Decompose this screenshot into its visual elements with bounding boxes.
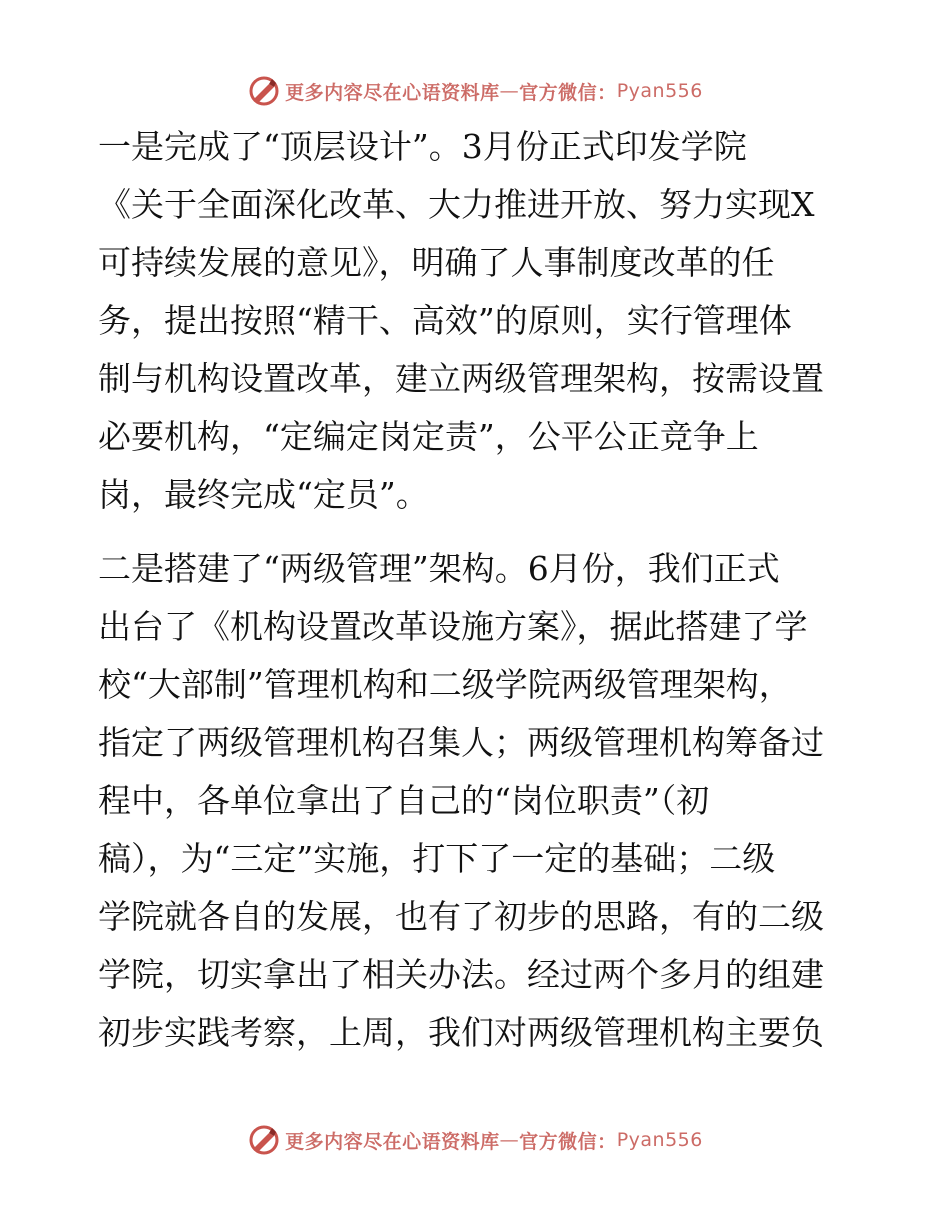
paragraph-2: 二是搭建了“两级管理”架构。6月份，我们正式 出台了《机构设置改革设施方案》，据此搭建了学 校“大部制”管理机构和二级学院两级管理架构， 指定了两级管理机构召集人；两级管理机构筹备过 程中，各单位拿出了自己的“岗位职责”（初 稿），为“三定”实施，打下了一定的基础；二级 学院就各自的发展，也有了初步的思路，有的二级 学院，切实拿出了相关办法。经过两个多月的组建 初步实践考察，上周，我们对两级管理机构主要负 (98, 549, 824, 1052)
watermark-header (0, 71, 950, 111)
pen-circle-logo-icon (247, 74, 281, 108)
watermark-brand: 更多内容尽在心语资料库 (285, 1130, 500, 1153)
watermark-wechat-id: Pyan556 (616, 80, 703, 102)
watermark-separator: — (499, 80, 520, 102)
watermark-wechat-id: Pyan556 (616, 1129, 703, 1151)
watermark-separator: — (499, 1129, 520, 1151)
watermark-wechat-label: 官方微信： (519, 1130, 617, 1153)
watermark-brand: 更多内容尽在心语资料库 (285, 81, 500, 104)
watermark-footer (0, 1120, 950, 1160)
paragraph-1: 一是完成了“顶层设计”。3月份正式印发学院 《关于全面深化改革、大力推进开放、努力实现X 可持续发展的意见》，明确了人事制度改革的任 务，提出按照“精干、高效”的原则，实行管理体 制与机构设置改革，建立两级管理架构，按需设置 必要机构，“定编定岗定责”，公平公正竞争上 岗，最终完成“定员”。 (98, 127, 824, 514)
pen-circle-logo-icon (247, 1123, 281, 1157)
watermark-wechat-label: 官方微信： (519, 81, 617, 104)
